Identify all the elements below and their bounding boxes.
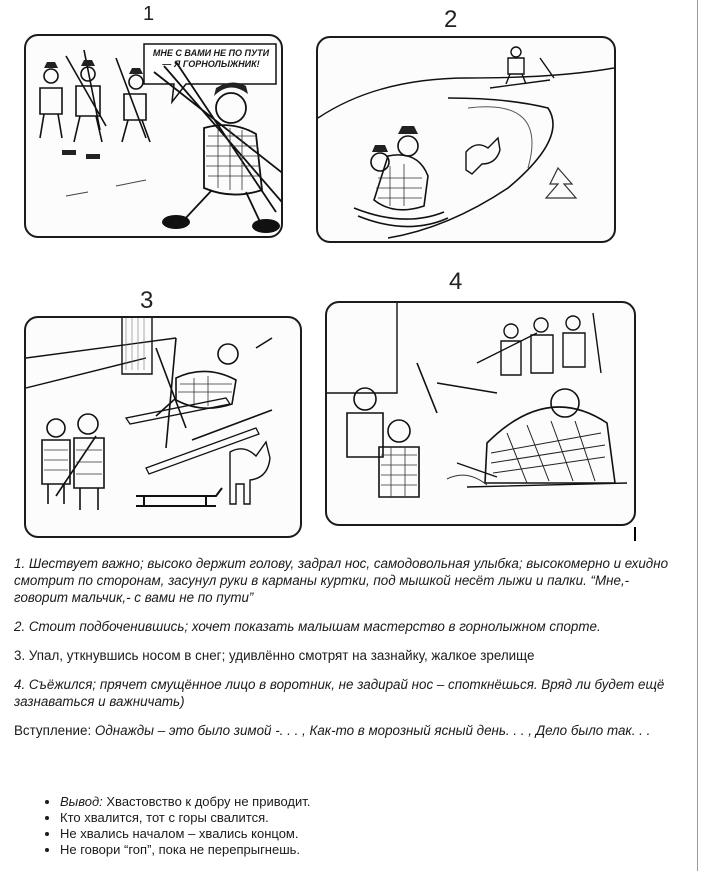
description-1: 1. Шествует важно; высоко держит голову, задрал нос, самодовольная улыбка; высокомерно и ехидно смотрит по сторонам, засунул руки в карманы куртки, под мышкой несёт лыжи и палки. “Мне,-говорит мальчик,- с вами не по пути” bbox=[14, 556, 669, 605]
intro-text: Однажды – это было зимой -. . . , Как-то в морозный ясный день. . . , Дело было так. . . bbox=[94, 723, 651, 738]
panel-number-3: 3 bbox=[140, 287, 154, 314]
comic-panel-3 bbox=[24, 316, 302, 538]
page-right-edge bbox=[697, 0, 698, 871]
description-4: 4. Съёжился; прячет смущённое лицо в воротник, не задирай нос – споткнёшься. Вряд ли будет ещё зазнаваться и важничать) bbox=[14, 677, 665, 709]
moral-item-4: • Не говори “гоп”, пока не перепрыгнешь. bbox=[60, 842, 310, 858]
moral-item-2: • Кто хвалится, тот с горы свалится. bbox=[60, 810, 310, 826]
moral-item-3: • Не хвались началом – хвались концом. bbox=[60, 826, 310, 842]
panel-number-1: 1 bbox=[143, 3, 155, 25]
panel-2-illustration bbox=[318, 38, 614, 241]
speech-bubble-text: МНЕ С ВАМИ НЕ ПО ПУТИ — Я ГОРНОЛЫЖНИК! bbox=[152, 48, 270, 69]
description-2: 2. Стоит подбоченившись; хочет показать малышам мастерство в горнолыжном спорте. bbox=[14, 619, 601, 634]
comic-panel-4 bbox=[325, 301, 636, 526]
panel-number-2: 2 bbox=[444, 6, 458, 33]
intro-label: Вступление: bbox=[14, 723, 92, 738]
morals-list bbox=[40, 794, 310, 858]
panel-3-illustration bbox=[26, 318, 300, 536]
moral-item-1: • Вывод: Хвастовство к добру не приводит. bbox=[60, 794, 310, 810]
comic-panel-2 bbox=[316, 36, 616, 243]
panel-4-illustration bbox=[327, 303, 634, 524]
description-3: 3. Упал, уткнувшись носом в снег; удивлённо смотрят на зазнайку, жалкое зрелище bbox=[14, 648, 535, 663]
intro-paragraph bbox=[14, 722, 674, 739]
panel-number-4: 4 bbox=[449, 268, 463, 295]
comic-panel-1 bbox=[24, 34, 283, 238]
text-cursor bbox=[634, 527, 636, 541]
conclusion-label: Вывод: bbox=[60, 794, 103, 809]
descriptions-block bbox=[14, 555, 674, 751]
